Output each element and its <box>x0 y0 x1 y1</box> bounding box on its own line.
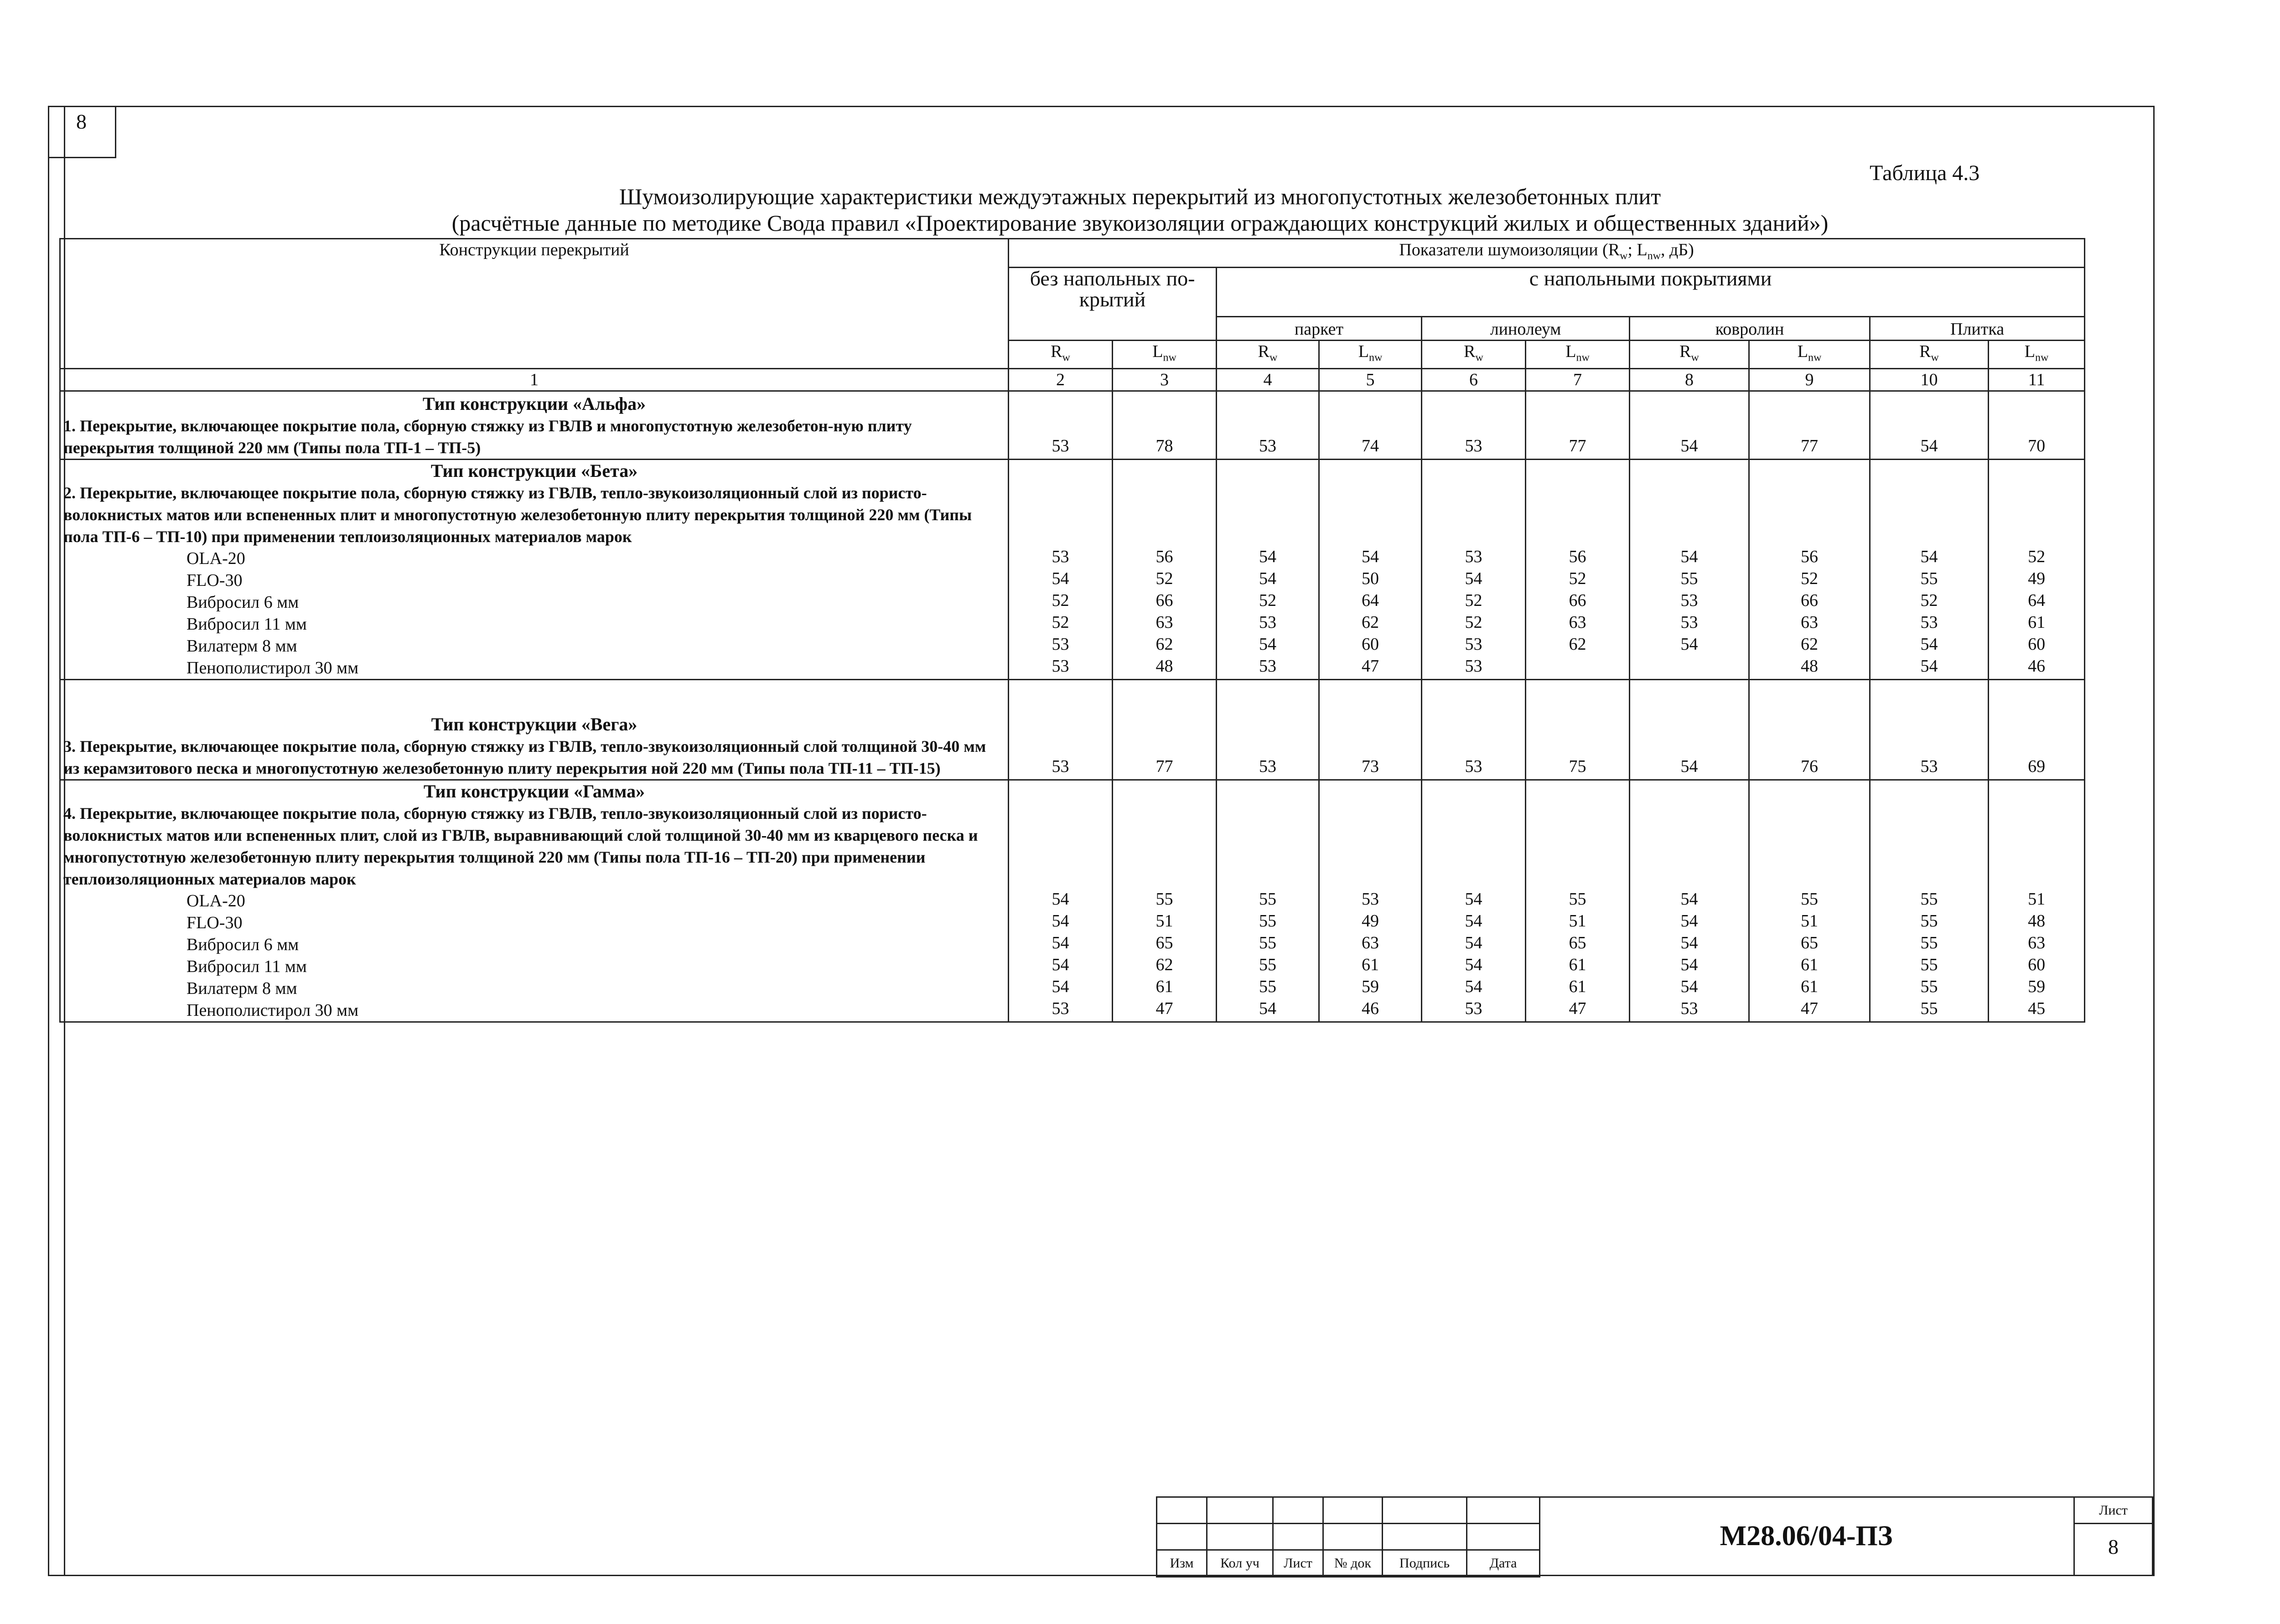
value: 54 <box>1465 911 1482 931</box>
value: 47 <box>1569 999 1586 1019</box>
value: 54 <box>1052 933 1069 953</box>
value: 66 <box>1801 591 1818 610</box>
value: 52 <box>1920 591 1938 610</box>
stamp-label: Изм <box>1157 1550 1207 1577</box>
value: 54 <box>1052 977 1069 997</box>
value-cell <box>1113 460 1217 680</box>
value: 53 <box>1052 547 1069 567</box>
value: 47 <box>1801 999 1818 1019</box>
table-title: Шумоизолирующие характеристики междуэтажных перекрытий из многопустотных железобетонных плит <box>619 184 1661 209</box>
column-number: 10 <box>1870 369 1989 391</box>
value: 77 <box>1569 436 1586 456</box>
value: 52 <box>1259 591 1276 610</box>
sheet-label: Лист <box>2075 1498 2152 1524</box>
value: 66 <box>1569 591 1586 610</box>
header-parquet: паркет <box>1217 316 1422 340</box>
value: 52 <box>1801 569 1818 589</box>
value: 60 <box>2028 955 2046 975</box>
value: 59 <box>1362 977 1379 997</box>
value: 55 <box>1801 890 1818 909</box>
value: 52 <box>1052 613 1069 632</box>
value-cell <box>1630 780 1749 1022</box>
value-cell <box>1870 460 1989 680</box>
column-number: 2 <box>1009 369 1113 391</box>
value: 77 <box>1156 757 1173 776</box>
header-lnw: $L_{nw}$ <box>1526 340 1630 369</box>
header-lnw: $L_{nw}$ <box>1113 340 1217 369</box>
value: 55 <box>1259 955 1276 975</box>
value: 54 <box>1680 436 1698 456</box>
value: 54 <box>1680 547 1698 567</box>
header-lnw: $L_{nw}$ <box>1749 340 1870 369</box>
value: 53 <box>1920 757 1938 776</box>
value: 51 <box>1156 911 1173 931</box>
value: 62 <box>1362 613 1379 632</box>
column-number: 6 <box>1422 369 1526 391</box>
sheet-number: 8 <box>2108 1535 2119 1558</box>
value: 54 <box>1259 547 1276 567</box>
value-cell <box>1870 391 1989 460</box>
value: 53 <box>1052 436 1069 456</box>
value: 61 <box>1362 955 1379 975</box>
stamp-label: Лист <box>1273 1550 1323 1577</box>
page-number: 8 <box>48 106 116 158</box>
title-block <box>1156 1496 2155 1576</box>
value: 45 <box>2028 999 2046 1019</box>
value: 53 <box>1465 757 1482 776</box>
value-cell <box>1749 780 1870 1022</box>
value-cell <box>1630 391 1749 460</box>
value: 55 <box>1920 933 1938 953</box>
value: 54 <box>1680 977 1698 997</box>
value: 52 <box>2028 547 2046 567</box>
value: 54 <box>1680 890 1698 909</box>
value-cell <box>1113 391 1217 460</box>
table-row <box>60 680 2085 780</box>
value: 64 <box>1362 591 1379 610</box>
value: 52 <box>1465 591 1482 610</box>
value: 51 <box>2028 890 2046 909</box>
value: 48 <box>1801 657 1818 676</box>
value: 54 <box>1680 757 1698 776</box>
value: 46 <box>1362 999 1379 1019</box>
value: 73 <box>1362 757 1379 776</box>
value-cell <box>1630 460 1749 680</box>
value: 53 <box>1362 890 1379 909</box>
stamp-label: Дата <box>1467 1550 1540 1577</box>
header-carpet: ковролин <box>1630 316 1870 340</box>
noise-insulation-table <box>59 238 2085 1023</box>
value-cell <box>1009 460 1113 680</box>
value-cell <box>1989 391 2085 460</box>
value: 51 <box>1801 911 1818 931</box>
value: 53 <box>1465 999 1482 1019</box>
value <box>1633 655 1746 677</box>
value: 48 <box>2028 911 2046 931</box>
value-cell <box>1009 391 1113 460</box>
value: 55 <box>1156 890 1173 909</box>
value: 56 <box>1569 547 1586 567</box>
header-linoleum: линолеум <box>1422 316 1630 340</box>
value: 74 <box>1362 436 1379 456</box>
value-cell <box>1217 780 1319 1022</box>
construction-text: 1. Перекрытие, включающее покрытие пола, сборную стяжку из ГВЛВ и многопустотную железобетон-ную плиту перекрытия толщиной 220 мм (Типы пола ТП-1 – ТП-5) <box>63 417 912 457</box>
value: 61 <box>1156 977 1173 997</box>
material-name: Вибросил 6 мм <box>187 593 299 612</box>
value-cell <box>1319 391 1422 460</box>
header-indicators: Показатели шумоизоляции ($R_w$; $L_{nw}$, дБ) <box>1009 239 2085 268</box>
construction-text: 3. Перекрытие, включающее покрытие пола, сборную стяжку из ГВЛВ, тепло-звукоизоляционный слой толщиной 30-40 мм из керамзитового песка и многопустотную железобетонную плиту перекрытия ной 220 мм (Типы пола ТП-11 – ТП-15) <box>63 737 986 778</box>
construction-text: 2. Перекрытие, включающее покрытие пола, сборную стяжку из ГВЛВ, тепло-звукоизоляционный слой из пористо-волокнистых матов или вспененных плит и многопустотную железобетонную плиту перекрытия толщиной 220 мм (Типы пола ТП-6 – ТП-10) при применении теплоизоляционных материалов марок <box>63 484 972 546</box>
value: 53 <box>1680 591 1698 610</box>
value: 55 <box>1920 977 1938 997</box>
value: 77 <box>1801 436 1818 456</box>
column-number: 9 <box>1749 369 1870 391</box>
value: 55 <box>1920 955 1938 975</box>
value-cell <box>1422 680 1526 780</box>
stamp-label: Подпись <box>1383 1550 1467 1577</box>
value: 54 <box>1680 933 1698 953</box>
column-number: 8 <box>1630 369 1749 391</box>
value: 61 <box>1569 955 1586 975</box>
value: 55 <box>1920 890 1938 909</box>
value: 53 <box>1465 635 1482 654</box>
value: 54 <box>1259 569 1276 589</box>
value-cell <box>1989 780 2085 1022</box>
value: 53 <box>1920 613 1938 632</box>
sheet-box <box>2075 1496 2153 1576</box>
value <box>1529 655 1626 677</box>
value: 54 <box>1052 955 1069 975</box>
value-cell <box>1319 680 1422 780</box>
table-row <box>60 391 2085 460</box>
value: 55 <box>1259 977 1276 997</box>
material-name: OLA-20 <box>187 549 245 569</box>
value: 53 <box>1052 657 1069 676</box>
column-number: 3 <box>1113 369 1217 391</box>
value: 78 <box>1156 436 1173 456</box>
value: 60 <box>2028 635 2046 654</box>
value-cell <box>1989 680 2085 780</box>
value: 50 <box>1362 569 1379 589</box>
value: 53 <box>1680 999 1698 1019</box>
value: 65 <box>1569 933 1586 953</box>
value: 54 <box>1465 933 1482 953</box>
value-cell <box>1422 780 1526 1022</box>
header-rw: $R_w$ <box>1422 340 1526 369</box>
header-rw: $R_w$ <box>1870 340 1989 369</box>
header-lnw: $L_{nw}$ <box>1319 340 1422 369</box>
value: 64 <box>2028 591 2046 610</box>
value: 76 <box>1801 757 1818 776</box>
value: 63 <box>1156 613 1173 632</box>
header-constructions: Конструкции перекрытий <box>60 239 1009 369</box>
construction-description <box>60 780 1009 1022</box>
value-cell <box>1526 680 1630 780</box>
table-row <box>60 780 2085 1022</box>
material-name: Пенополистирол 30 мм <box>187 658 359 678</box>
value: 62 <box>1569 635 1586 654</box>
header-rw: $R_w$ <box>1217 340 1319 369</box>
column-number: 4 <box>1217 369 1319 391</box>
value: 53 <box>1465 436 1482 456</box>
value: 54 <box>1052 569 1069 589</box>
value: 54 <box>1680 635 1698 654</box>
value: 54 <box>1920 547 1938 567</box>
value: 54 <box>1052 890 1069 909</box>
value: 55 <box>1920 569 1938 589</box>
value: 54 <box>1680 955 1698 975</box>
value: 54 <box>1259 635 1276 654</box>
construction-type: Тип конструкции «Гамма» <box>423 781 645 802</box>
value: 49 <box>2028 569 2046 589</box>
value: 52 <box>1156 569 1173 589</box>
material-name: Вилатерм 8 мм <box>187 979 297 998</box>
material-name: Вилатерм 8 мм <box>187 636 297 656</box>
value: 63 <box>1362 933 1379 953</box>
material-name: FLO-30 <box>187 913 243 933</box>
value: 53 <box>1259 757 1276 776</box>
value: 61 <box>1801 955 1818 975</box>
column-number: 7 <box>1526 369 1630 391</box>
value-cell <box>1749 680 1870 780</box>
value: 47 <box>1362 657 1379 676</box>
value-cell <box>1009 680 1113 780</box>
value: 65 <box>1156 933 1173 953</box>
column-number: 5 <box>1319 369 1422 391</box>
document-code: М28.06/04-ПЗ <box>1539 1496 2075 1576</box>
header-rw: $R_w$ <box>1009 340 1113 369</box>
value: 53 <box>1052 999 1069 1019</box>
construction-type: Тип конструкции «Вега» <box>431 714 637 735</box>
value-cell <box>1217 680 1319 780</box>
table-label: Таблица 4.3 <box>1870 161 1980 185</box>
value: 63 <box>1569 613 1586 632</box>
value: 54 <box>1465 977 1482 997</box>
value: 54 <box>1465 569 1482 589</box>
value-cell <box>1870 680 1989 780</box>
value: 61 <box>2028 613 2046 632</box>
construction-description <box>60 391 1009 460</box>
value-cell <box>1319 460 1422 680</box>
value-cell <box>1526 391 1630 460</box>
value-cell <box>1749 460 1870 680</box>
value-cell <box>1113 680 1217 780</box>
value: 54 <box>1680 911 1698 931</box>
construction-type: Тип конструкции «Альфа» <box>422 393 646 414</box>
value-cell <box>1526 780 1630 1022</box>
value: 56 <box>1801 547 1818 567</box>
value: 63 <box>1801 613 1818 632</box>
value: 61 <box>1801 977 1818 997</box>
value: 52 <box>1465 613 1482 632</box>
value: 54 <box>1920 657 1938 676</box>
value: 55 <box>1920 911 1938 931</box>
value-cell <box>1217 391 1319 460</box>
value: 53 <box>1465 657 1482 676</box>
value: 53 <box>1465 547 1482 567</box>
value-cell <box>1217 460 1319 680</box>
value: 53 <box>1259 657 1276 676</box>
value: 55 <box>1680 569 1698 589</box>
value-cell <box>1526 460 1630 680</box>
construction-text: 4. Перекрытие, включающее покрытие пола, сборную стяжку из ГВЛВ, тепло-звукоизоляционный слой из пористо-волокнистых матов или вспененных плит, слой из ГВЛВ, выравнивающий слой толщиной 30-40 мм из кварцевого песка и многопустотную железобетонную плиту перекрытия толщиной 220 мм (Типы пола ТП-16 – ТП-20) при применении теплоизоляционных материалов марок <box>63 804 978 889</box>
value: 75 <box>1569 757 1586 776</box>
value-cell <box>1422 460 1526 680</box>
value: 55 <box>1569 890 1586 909</box>
value-cell <box>1113 780 1217 1022</box>
value: 54 <box>1362 547 1379 567</box>
table-subtitle: (расчётные данные по методике Свода правил «Проектирование звукоизоляции ограждающих конструкций жилых и общественных зданий») <box>451 210 1829 236</box>
stamp-label: Кол уч <box>1207 1550 1273 1577</box>
value: 54 <box>1920 635 1938 654</box>
value: 56 <box>1156 547 1173 567</box>
value: 53 <box>1052 635 1069 654</box>
value: 63 <box>2028 933 2046 953</box>
value-cell <box>1319 780 1422 1022</box>
header-lnw: $L_{nw}$ <box>1989 340 2085 369</box>
value: 55 <box>1259 933 1276 953</box>
construction-description <box>60 680 1009 780</box>
value: 46 <box>2028 657 2046 676</box>
material-name: OLA-20 <box>187 891 245 911</box>
value: 53 <box>1259 436 1276 456</box>
value: 60 <box>1362 635 1379 654</box>
value: 62 <box>1801 635 1818 654</box>
value: 55 <box>1920 999 1938 1019</box>
value: 54 <box>1465 955 1482 975</box>
value: 53 <box>1259 613 1276 632</box>
column-number: 11 <box>1989 369 2085 391</box>
material-name: FLO-30 <box>187 571 243 590</box>
value: 54 <box>1920 436 1938 456</box>
table-row <box>60 460 2085 680</box>
value: 65 <box>1801 933 1818 953</box>
value: 49 <box>1362 911 1379 931</box>
value: 66 <box>1156 591 1173 610</box>
header-without-cover: без напольных по-крытий <box>1009 267 1217 340</box>
stamp-label: № док <box>1323 1550 1383 1577</box>
value-cell <box>1749 391 1870 460</box>
value: 59 <box>2028 977 2046 997</box>
material-name: Вибросил 11 мм <box>187 957 307 977</box>
value-cell <box>1989 460 2085 680</box>
value: 51 <box>1569 911 1586 931</box>
construction-type: Тип конструкции «Бета» <box>430 460 638 481</box>
value: 70 <box>2028 436 2046 456</box>
construction-description <box>60 460 1009 680</box>
value: 62 <box>1156 955 1173 975</box>
value-cell <box>1630 680 1749 780</box>
value: 53 <box>1680 613 1698 632</box>
value: 47 <box>1156 999 1173 1019</box>
value: 62 <box>1156 635 1173 654</box>
value-cell <box>1009 780 1113 1022</box>
header-tile: Плитка <box>1870 316 2085 340</box>
column-number: 1 <box>60 369 1009 391</box>
value-cell <box>1422 391 1526 460</box>
value: 52 <box>1052 591 1069 610</box>
material-name: Пенополистирол 30 мм <box>187 1001 359 1020</box>
value: 53 <box>1052 757 1069 776</box>
value: 61 <box>1569 977 1586 997</box>
material-name: Вибросил 6 мм <box>187 935 299 955</box>
value: 55 <box>1259 890 1276 909</box>
value-cell <box>1870 780 1989 1022</box>
material-name: Вибросил 11 мм <box>187 615 307 634</box>
header-rw: $R_w$ <box>1630 340 1749 369</box>
value: 54 <box>1465 890 1482 909</box>
value: 69 <box>2028 757 2046 776</box>
value: 54 <box>1052 911 1069 931</box>
value: 54 <box>1259 999 1276 1019</box>
value: 48 <box>1156 657 1173 676</box>
value: 55 <box>1259 911 1276 931</box>
header-with-cover: с напольными покрытиями <box>1217 267 2085 316</box>
value: 52 <box>1569 569 1586 589</box>
